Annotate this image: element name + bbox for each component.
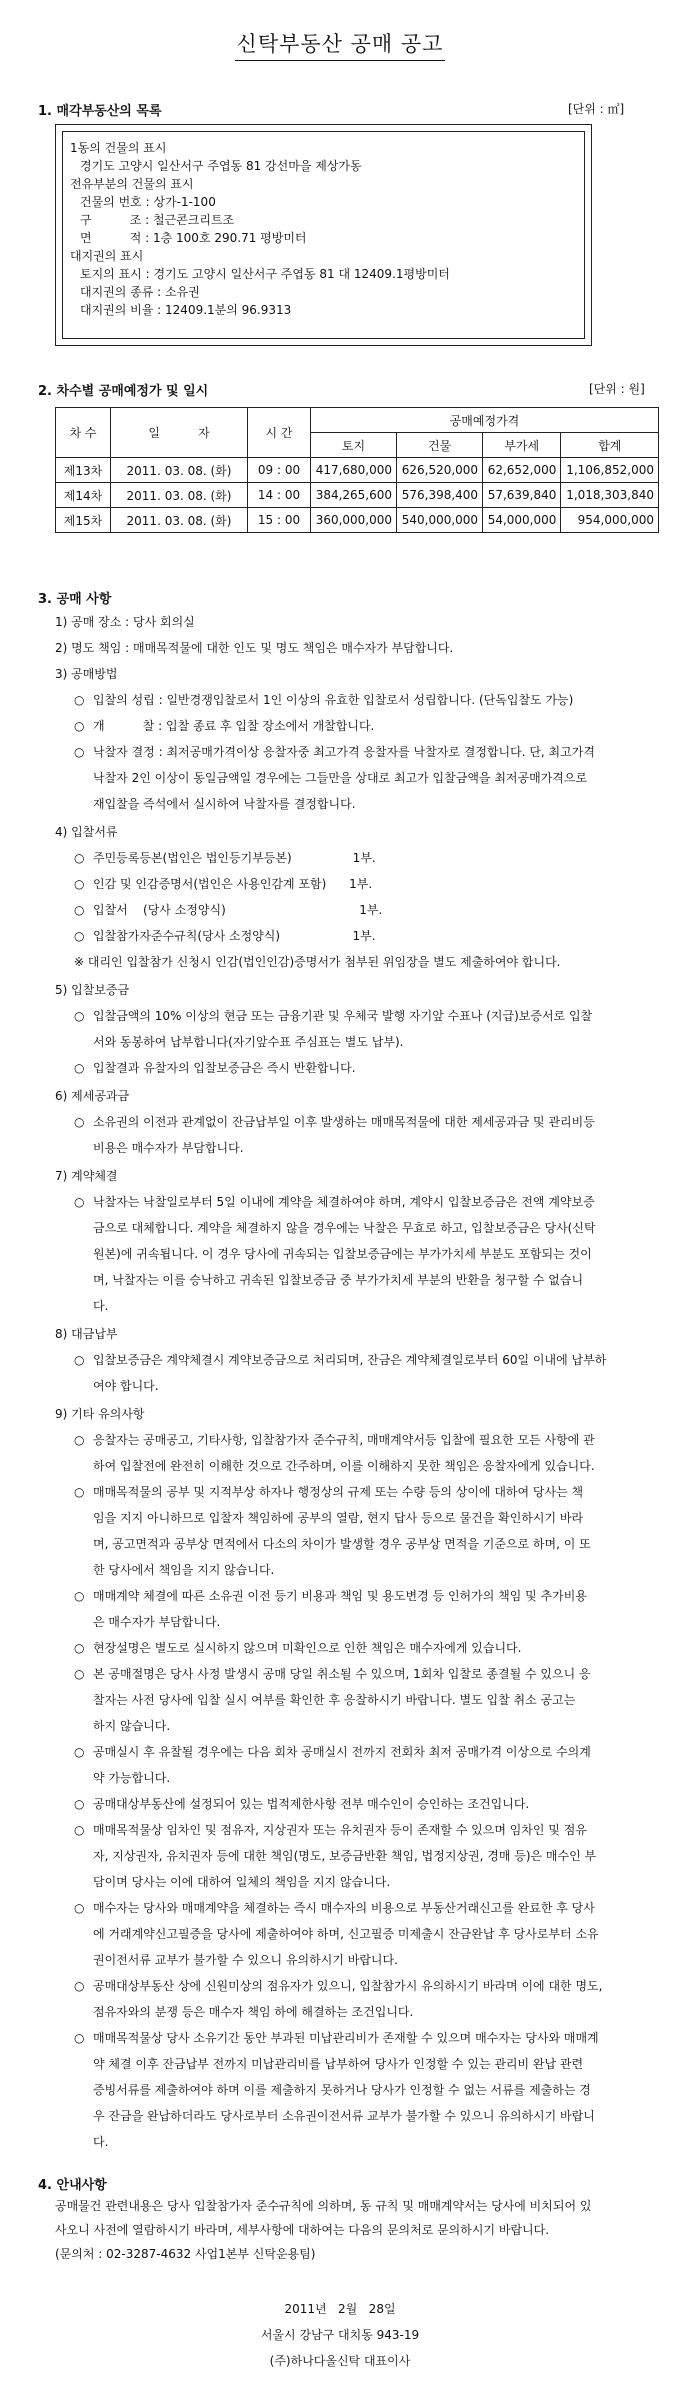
- text-line: 여야 합니다.: [93, 1379, 159, 1393]
- section3-heading: 3. 공매 사항: [38, 592, 112, 607]
- bullet-mark: [74, 1484, 84, 1500]
- cell-vat: 54,000,000: [483, 508, 561, 533]
- text-line: 원본)에 귀속됩니다. 이 경우 당사에 귀속되는 입찰보증금에는 부가가치세 부분도 포함되는 것이: [93, 1247, 592, 1261]
- text-line: 개 찰 : 입찰 종료 후 입찰 장소에서 개찰합니다.: [93, 719, 375, 733]
- text-line: 임을 지지 아니하므로 입찰자 책임하에 공부의 열람, 현지 답사 등으로 물건을 확인하시기 바라: [93, 1511, 584, 1525]
- item-deposit-title: 5) 입찰보증금: [55, 983, 130, 997]
- bullet-mark: [74, 1978, 84, 1994]
- text-line: 약 가능합니다.: [93, 1771, 171, 1785]
- page-title: 신탁부동산 공매 공고: [0, 28, 680, 61]
- text-line: 증빙서류를 제출하여야 하며 이를 제출하지 못하거나 당사가 인정할 수 없는 서류를 제출하는 경: [93, 2083, 591, 2097]
- text-line: 본 공매절명은 당사 사정 발생시 공매 당일 취소될 수 있으며, 1회차 입찰로 종결될 수 있으니 응: [93, 1667, 591, 1681]
- header-time: 시 간: [248, 408, 311, 458]
- text-line: 매매목적물상 임차인 및 점유자, 지상권자 또는 유치권자 등이 존재할 수 있으며 임차인 및 점유: [93, 1823, 587, 1837]
- table-row: [56, 508, 659, 533]
- text-line: 현장설명은 별도로 실시하지 않으며 미확인으로 인한 책임은 매수자에게 있습니다.: [93, 1641, 522, 1655]
- text-line: 며, 공고면적과 공부상 면적에서 다소의 차이가 발생할 경우 공부상 면적을 기준으로 하며, 이 또: [93, 1537, 591, 1551]
- header-vat: 부가세: [483, 433, 561, 458]
- section4-heading: 4. 안내사항: [38, 2178, 107, 2193]
- text-line: 서와 동봉하여 납부합니다(자기앞수표 주심표는 별도 납부).: [93, 1035, 404, 1049]
- text-line: 며, 낙찰자는 이를 승낙하고 귀속된 입찰보증금 중 부가가치세 부분의 반환을 청구할 수 없습니: [93, 1273, 584, 1287]
- bullet-mark: [74, 718, 84, 734]
- text-line: 입찰참가자준수규칙(당사 소정양식) 1부.: [93, 929, 376, 943]
- bullet-mark: [74, 2030, 84, 2046]
- cell-time: 15 : 00: [248, 508, 311, 533]
- text-line: 에 거래계약신고필증을 당사에 제출하여야 하며, 신고필증 미제출시 잔금완납 후 당사로부터 소유: [93, 1927, 599, 1941]
- text-line: 입찰결과 유찰자의 입찰보증금은 즉시 반환합니다.: [93, 1061, 356, 1075]
- cell-land: 417,680,000: [311, 458, 397, 483]
- contact-line: (문의처 : 02-3287-4632 사업1본부 신탁운용팀): [55, 2247, 316, 2261]
- header-date: 일 자: [111, 408, 248, 458]
- bullet-mark: [74, 876, 84, 892]
- property-line: 경기도 고양시 일산서구 주엽동 81 강선마을 제상가동: [80, 159, 362, 173]
- text-line: 사오니 사전에 열람하시기 바라며, 세부사항에 대하여는 다음의 문의처로 문의하시기 바랍니다.: [55, 2223, 550, 2237]
- bullet-mark: [74, 1796, 84, 1812]
- text-line: 공매물건 관련내용은 당사 입찰참가자 준수규칙에 의하며, 동 규칙 및 매매계약서는 당사에 비치되어 있: [55, 2199, 592, 2213]
- cell-date: 2011. 03. 08. (화): [111, 458, 248, 483]
- table-row: [56, 483, 659, 508]
- text-line: 금으로 대체합니다. 계약을 체결하지 않을 경우에는 낙찰은 무효로 하고, 입찰보증금은 당사(신탁: [93, 1221, 596, 1235]
- text-line: 비용은 매수자가 부담합니다.: [93, 1141, 244, 1155]
- section2-unit: [단위 : 원]: [589, 382, 645, 396]
- schedule-table: [55, 407, 659, 533]
- bullet-mark: [74, 692, 84, 708]
- item-contract-title: 7) 계약체결: [55, 1169, 118, 1183]
- text-line: 다.: [93, 1299, 109, 1313]
- text-line: 매매계약 체결에 따른 소유권 이전 등기 비용과 책임 및 용도변경 등 인허가의 책임 및 추가비용: [93, 1589, 587, 1603]
- property-line: 토지의 표시 : 경기도 고양시 일산서구 주엽동 81 대 12409.1평방미터: [80, 267, 450, 281]
- text-line: 하지 않습니다.: [93, 1719, 171, 1733]
- bullet-mark: [74, 1060, 84, 1076]
- text-line: 하여 입찰전에 완전히 이해한 것으로 간주하며, 이를 이해하지 못한 책임은 응찰자에게 있습니다.: [93, 1459, 595, 1473]
- text-line: 재입찰을 즉석에서 실시하여 낙찰자를 결정합니다.: [93, 797, 356, 811]
- text-line: 권이전서류 교부가 불가할 수 있으니 유의하시기 바랍니다.: [93, 1953, 398, 1967]
- property-list-box: [55, 124, 592, 346]
- item-payment-title: 8) 대금납부: [55, 1327, 118, 1341]
- bullet-mark: [74, 1744, 84, 1760]
- bullet-mark: [74, 928, 84, 944]
- text-line: 입찰의 성립 : 일반경쟁입찰로서 1인 이상의 유효한 입찰로서 성립합니다. (단독입찰도 가능): [93, 693, 574, 707]
- section2-heading: 2. 차수별 공매예정가 및 일시: [38, 384, 209, 399]
- text-line: 우 잔금을 완납하더라도 당사로부터 소유권이전서류 교부가 불가할 수 있으니 유의하시기 바랍니: [93, 2109, 595, 2123]
- property-line: 대지권의 표시: [70, 249, 144, 263]
- bullet-mark: [74, 1900, 84, 1916]
- cell-vat: 62,652,000: [483, 458, 561, 483]
- header-land: 토지: [311, 433, 397, 458]
- text-line: 은 매수자가 부담합니다.: [93, 1615, 221, 1629]
- header-round: 차 수: [56, 408, 111, 458]
- cell-building: 540,000,000: [397, 508, 483, 533]
- note-line: ※ 대리인 입찰참가 신청시 인감(법인인감)증명서가 첨부된 위임장을 별도 제출하여야 합니다.: [74, 955, 561, 969]
- header-building: 건물: [397, 433, 483, 458]
- cell-total: 1,106,852,000: [561, 458, 659, 483]
- bullet-mark: [74, 1640, 84, 1656]
- text-line: 낙찰자 2인 이상이 동일금액일 경우에는 그들만을 상대로 최고가 입찰금액을 최저공매가격으로: [93, 771, 588, 785]
- cell-total: 954,000,000: [561, 508, 659, 533]
- property-line: 대지권의 종류 : 소유권: [80, 285, 200, 299]
- text-line: 매수자는 당사와 매매계약을 체결하는 즉시 매수자의 비용으로 부동산거래신고를 완료한 후 당사: [93, 1901, 595, 1915]
- text-line: 점유자와의 분쟁 등은 매수자 책임 하에 해결하는 조건입니다.: [93, 2005, 414, 2019]
- bullet-mark: [74, 1008, 84, 1024]
- text-line: 낙찰자 결정 : 최저공매가격이상 응찰자중 최고가격 응찰자를 낙찰자로 결정합니다. 단, 최고가격: [93, 745, 595, 759]
- bullet-mark: [74, 1588, 84, 1604]
- bullet-mark: [74, 1432, 84, 1448]
- text-line: 입찰금액의 10% 이상의 현금 또는 금융기관 및 우체국 발행 자기앞 수표나 (지급)보증서로 입찰: [93, 1009, 593, 1023]
- cell-land: 360,000,000: [311, 508, 397, 533]
- property-line: 대지권의 비율 : 12409.1분의 96.9313: [80, 303, 292, 317]
- property-line: 구 조 : 철근콘크리트조: [80, 213, 235, 227]
- text-line: 응찰자는 공매공고, 기타사항, 입찰참가자 준수규칙, 매매계약서등 입찰에 필요한 모든 사항에 관: [93, 1433, 595, 1447]
- table-row: [56, 458, 659, 483]
- property-line: 면 적 : 1층 100호 290.71 평방미터: [80, 231, 307, 245]
- cell-building: 626,520,000: [397, 458, 483, 483]
- bullet-mark: [74, 744, 84, 760]
- item-taxes-title: 6) 제세공과금: [55, 1089, 130, 1103]
- cell-round: 제13차: [56, 458, 111, 483]
- bullet-mark: [74, 1194, 84, 1210]
- item-notes-title: 9) 기타 유의사항: [55, 1407, 145, 1421]
- cell-round: 제15차: [56, 508, 111, 533]
- header-price-group: 공매예정가격: [311, 408, 659, 433]
- property-line: 1동의 건물의 표시: [70, 141, 167, 155]
- text-line: 담이며 당사는 이에 대하여 일체의 책임을 지지 않습니다.: [93, 1875, 391, 1889]
- text-line: 공매대상부동산에 설정되어 있는 법적제한사항 전부 매수인이 승인하는 조건입니다.: [93, 1797, 530, 1811]
- item-delivery: 2) 명도 책임 : 매매목적물에 대한 인도 및 명도 책임은 매수자가 부담합니다.: [55, 641, 454, 655]
- cell-date: 2011. 03. 08. (화): [111, 483, 248, 508]
- text-line: 약 체결 이후 잔금납부 전까지 미납관리비를 납부하여 당사가 인정할 수 있는 관리비 완납 관련: [93, 2057, 584, 2071]
- bullet-mark: [74, 1666, 84, 1682]
- text-line: 찰자는 사전 당사에 입찰 실시 여부를 확인한 후 응찰하시기 바랍니다. 별도 입찰 취소 공고는: [93, 1693, 576, 1707]
- cell-total: 1,018,303,840: [561, 483, 659, 508]
- header-total: 합계: [561, 433, 659, 458]
- bullet-mark: [74, 902, 84, 918]
- text-line: 공매실시 후 유찰될 경우에는 다음 회차 공매실시 전까지 전회차 최저 공매가격 이상으로 수의계: [93, 1745, 591, 1759]
- property-line: 건물의 번호 : 상가-1-100: [80, 195, 216, 209]
- cell-date: 2011. 03. 08. (화): [111, 508, 248, 533]
- cell-time: 09 : 00: [248, 458, 311, 483]
- bullet-mark: [74, 1352, 84, 1368]
- text-line: 다.: [93, 2135, 109, 2149]
- item-method-title: 3) 공매방법: [55, 667, 118, 681]
- text-line: 공매대상부동산 상에 신원미상의 점유자가 있으니, 입찰참가시 유의하시기 바라며 이에 대한 명도,: [93, 1979, 603, 1993]
- footer-date: 2011년 2월 28일: [284, 2302, 396, 2316]
- text-line: 매매목적물상 당사 소유기간 동안 부과된 미납관리비가 존재할 수 있으며 매수자는 당사와 매매계: [93, 2031, 599, 2045]
- text-line: 인감 및 인감증명서(법인은 사용인감계 포함) 1부.: [93, 877, 373, 891]
- cell-land: 384,265,600: [311, 483, 397, 508]
- text-line: 매매목적물의 공부 및 지적부상 하자나 행정상의 규제 또는 수량 등의 상이에 대하여 당사는 책: [93, 1485, 584, 1499]
- property-line: 전유부분의 건물의 표시: [70, 177, 194, 191]
- cell-vat: 57,639,840: [483, 483, 561, 508]
- footer-address: 서울시 강남구 대치동 943-19: [260, 2328, 420, 2342]
- text-line: 입찰보증금은 계약체결시 계약보증금으로 처리되며, 잔금은 계약체결일로부터 60일 이내에 납부하: [93, 1353, 607, 1367]
- footer-company: (주)하나다올신탁 대표이사: [269, 2354, 411, 2368]
- cell-round: 제14차: [56, 483, 111, 508]
- bullet-mark: [74, 1822, 84, 1838]
- bullet-mark: [74, 1114, 84, 1130]
- cell-time: 14 : 00: [248, 483, 311, 508]
- section1-heading: 1. 매각부동산의 목록: [38, 104, 162, 119]
- section1-unit: [단위 : ㎡]: [568, 102, 625, 116]
- text-line: 자, 지상권자, 유치권자 등에 대한 책임(명도, 보증금반환 책임, 법정지상권, 경매 등)은 매수인 부: [93, 1849, 597, 1863]
- item-documents-title: 4) 입찰서류: [55, 825, 118, 839]
- text-line: 입찰서 (당사 소정양식) 1부.: [93, 903, 383, 917]
- text-line: 한 당사에서 책임을 지지 않습니다.: [93, 1563, 275, 1577]
- text-line: 주민등록등본(법인은 법인등기부등본) 1부.: [93, 851, 376, 865]
- text-line: 낙찰자는 낙찰일로부터 5일 이내에 계약을 체결하여야 하며, 계약시 입찰보증금은 전액 계약보증: [93, 1195, 595, 1209]
- cell-building: 576,398,400: [397, 483, 483, 508]
- text-line: 소유권의 이전과 관계없이 잔금납부일 이후 발생하는 매매목적물에 대한 제세공과금 및 관리비등: [93, 1115, 595, 1129]
- item-venue: 1) 공매 장소 : 당사 회의실: [55, 615, 195, 629]
- bullet-mark: [74, 850, 84, 866]
